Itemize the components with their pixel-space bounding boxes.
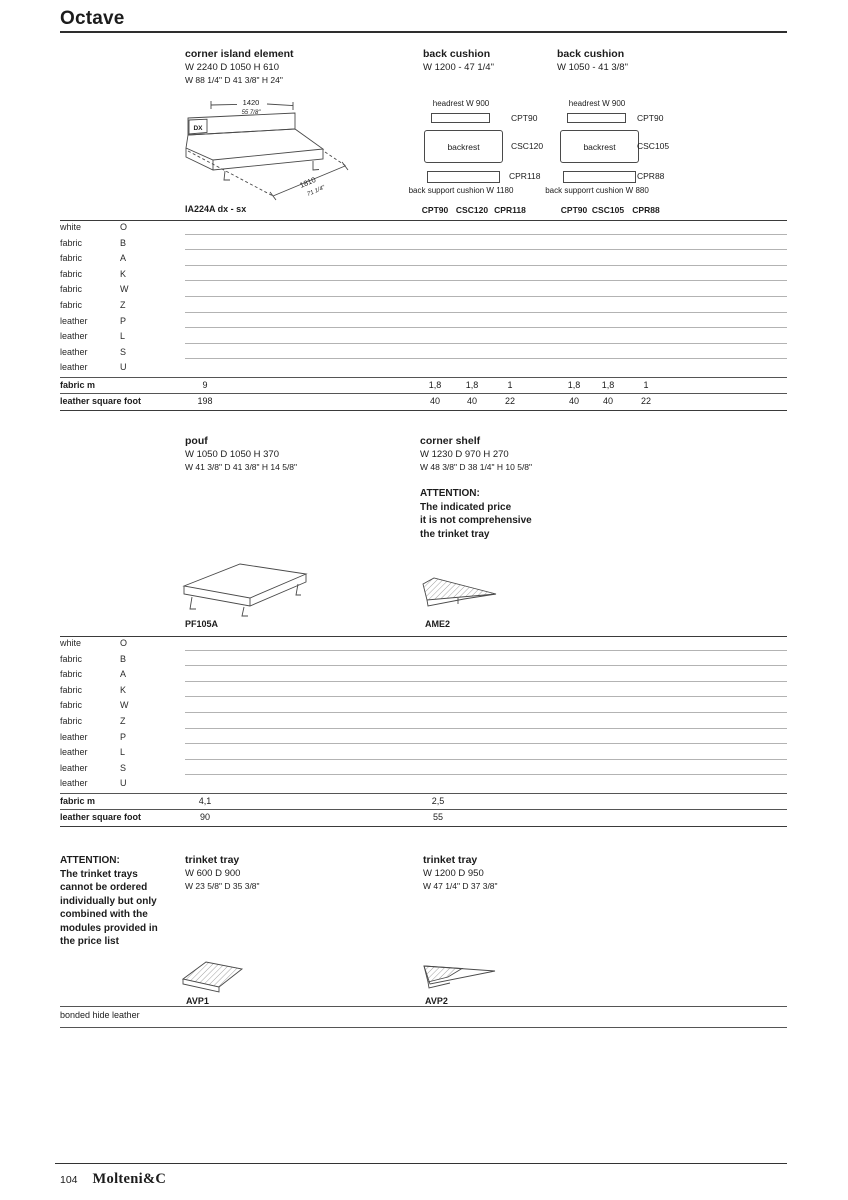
dims-metric: W 600 D 900 [185, 868, 241, 879]
price-row: fabric B [60, 237, 787, 253]
price-line [185, 668, 787, 682]
dims-imperial: W 88 1/4" D 41 3/8" H 24" [185, 75, 283, 85]
price-line [185, 762, 787, 776]
fabric-m-row: fabric m 4,1 2,5 [60, 793, 787, 810]
trinket-tray-1-heading [185, 854, 260, 893]
backrest-code: CSC105 [637, 141, 670, 151]
headrest-code: CPT90 [637, 113, 664, 123]
width-dim-mm: 1420 [242, 98, 260, 107]
price-line [185, 252, 787, 266]
support-code: CPR118 [509, 171, 541, 181]
pouf-line-drawing [178, 556, 313, 618]
support-label: back support cushion W 1180 [408, 186, 514, 195]
backrest-code: CSC120 [511, 141, 544, 151]
fabric-m-row: fabric m 9 1,8 1,8 1 1,8 1,8 1 [60, 377, 787, 394]
price-line [185, 268, 787, 282]
col-code: CSC105 [591, 205, 625, 215]
footer-rule [55, 1163, 787, 1164]
dx-label: DX [193, 125, 203, 132]
price-line [185, 777, 787, 791]
dims: W 1050 - 41 3/8" [557, 62, 628, 73]
page-title: Octave [60, 8, 125, 29]
col-code: CPT90 [421, 205, 449, 215]
price-row: fabric Z [60, 715, 787, 731]
dims-metric: W 1200 D 950 [423, 868, 484, 879]
model-code: AVP2 [425, 996, 448, 1006]
corner-island-heading [185, 48, 294, 87]
col-code: CSC120 [455, 205, 489, 215]
col-code: CPT90 [560, 205, 588, 215]
support-code: CPR88 [637, 171, 665, 181]
price-row: white O [60, 221, 787, 237]
price-line [185, 746, 787, 760]
support-cushion-box [427, 171, 500, 183]
brand-logo: Molteni&C [92, 1171, 167, 1187]
price-row: leather S [60, 762, 787, 778]
corner-shelf-heading [420, 435, 532, 474]
leather-sqft-row: leather square foot 198 40 40 22 40 40 22 [60, 393, 787, 411]
product-title: corner island element [185, 48, 294, 60]
depth-dim-mm: 1810 [298, 175, 318, 190]
backrest-box [560, 130, 639, 163]
dims-metric: W 1230 D 970 H 270 [420, 449, 509, 460]
backrest-label: backrest [583, 141, 616, 152]
price-line [185, 637, 787, 651]
price-line [185, 715, 787, 729]
dims-metric: W 1050 D 1050 H 370 [185, 449, 280, 460]
pouf-heading [185, 435, 297, 474]
depth-dim-in: 71 1/4" [306, 184, 327, 198]
headrest-box [567, 113, 626, 123]
price-line [185, 237, 787, 251]
price-row: leather U [60, 361, 787, 377]
leather-sqft-row: leather square foot 90 55 [60, 809, 787, 827]
back-cushion-1-heading [423, 48, 494, 74]
dims: W 1200 - 47 1/4" [423, 62, 494, 73]
price-line [185, 361, 787, 375]
headrest-code: CPT90 [511, 113, 538, 123]
support-label: back supporrt cushion W 880 [545, 186, 649, 195]
price-row: fabric W [60, 699, 787, 715]
back-cushion-2-heading [557, 48, 628, 74]
corner-shelf-line-drawing [420, 574, 500, 614]
price-row: fabric W [60, 283, 787, 299]
price-row: fabric A [60, 668, 787, 684]
product-title: trinket tray [423, 854, 478, 866]
price-row: leather L [60, 746, 787, 762]
price-row: white O [60, 637, 787, 653]
product-title: trinket tray [185, 854, 240, 866]
price-row: fabric K [60, 684, 787, 700]
col-code: CPR88 [632, 205, 660, 215]
dims-imperial: W 41 3/8" D 41 3/8" H 14 5/8" [185, 462, 298, 472]
dims-imperial: W 47 1/4" D 37 3/8" [423, 881, 498, 891]
price-line [185, 221, 787, 235]
trinket-tray-2-line-drawing [420, 958, 500, 994]
model-code: AVP1 [186, 996, 209, 1006]
trinket-tray-1-line-drawing [180, 957, 248, 997]
price-row: leather S [60, 346, 787, 362]
price-line [185, 346, 787, 360]
product-title: back cushion [557, 48, 625, 60]
support-cushion-box [563, 171, 636, 183]
price-line [185, 330, 787, 344]
price-row: leather P [60, 731, 787, 747]
price-row: leather L [60, 330, 787, 346]
backrest-label: backrest [447, 141, 480, 152]
price-line [185, 684, 787, 698]
model-code: AME2 [425, 619, 451, 629]
corner-island-line-drawing [175, 92, 400, 206]
price-row: fabric Z [60, 299, 787, 315]
model-code: IA224A dx - sx [185, 204, 247, 214]
col-code: CPR118 [494, 205, 526, 215]
price-row: fabric B [60, 653, 787, 669]
width-dim-in: 55 7/8" [241, 110, 261, 116]
price-row: leather U [60, 777, 787, 793]
trinket-tray-2-heading [423, 854, 498, 893]
bonded-hide-leather-row: bonded hide leather [60, 1006, 787, 1028]
price-row: fabric A [60, 252, 787, 268]
headrest-label: headrest W 900 [432, 99, 490, 108]
price-line [185, 299, 787, 313]
price-line [185, 653, 787, 667]
price-line [185, 315, 787, 329]
corner-shelf-attention-note: ATTENTION: The indicated price it is not comprehensive the trinket tray [420, 488, 532, 540]
trinket-attention-note: ATTENTION: The trinket trays cannot be ordered individually but only combined with the modules provided in the price list [60, 855, 158, 947]
price-line [185, 699, 787, 713]
page-number: 104 [60, 1174, 78, 1186]
backrest-box [424, 130, 503, 163]
model-code: PF105A [185, 619, 219, 629]
title-rule [60, 31, 787, 33]
dims-metric: W 2240 D 1050 H 610 [185, 62, 280, 73]
product-title: corner shelf [420, 435, 481, 447]
price-line [185, 731, 787, 745]
headrest-box [431, 113, 490, 123]
price-row: leather P [60, 315, 787, 331]
price-line [185, 283, 787, 297]
headrest-label: headrest W 900 [568, 99, 626, 108]
product-title: pouf [185, 435, 208, 447]
dims-imperial: W 23 5/8" D 35 3/8" [185, 881, 260, 891]
footer [60, 1171, 166, 1188]
price-row: fabric K [60, 268, 787, 284]
dims-imperial: W 48 3/8" D 38 1/4" H 10 5/8" [420, 462, 533, 472]
price-table-1 [60, 220, 787, 411]
product-title: back cushion [423, 48, 491, 60]
price-table-2 [60, 636, 787, 827]
